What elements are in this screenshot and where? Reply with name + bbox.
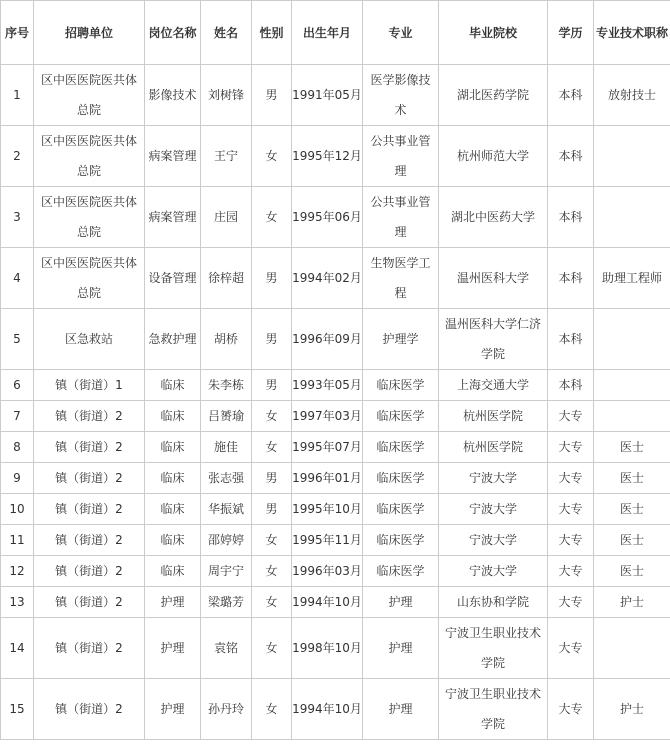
cell-name: 庄园 bbox=[201, 187, 252, 248]
cell-title: 护士 bbox=[594, 679, 670, 740]
cell-name: 刘树锋 bbox=[201, 65, 252, 126]
cell-gender: 女 bbox=[252, 587, 292, 618]
cell-title bbox=[594, 126, 670, 187]
cell-index: 8 bbox=[1, 432, 34, 463]
cell-employer: 区中医医院医共体总院 bbox=[34, 187, 145, 248]
cell-school: 杭州医学院 bbox=[439, 401, 548, 432]
cell-employer: 镇（街道）2 bbox=[34, 432, 145, 463]
cell-index: 7 bbox=[1, 401, 34, 432]
cell-position: 护理 bbox=[145, 587, 201, 618]
cell-employer: 区中医医院医共体总院 bbox=[34, 248, 145, 309]
cell-employer: 镇（街道）2 bbox=[34, 494, 145, 525]
cell-employer: 镇（街道）2 bbox=[34, 525, 145, 556]
cell-name: 张志强 bbox=[201, 463, 252, 494]
cell-employer: 区中医医院医共体总院 bbox=[34, 65, 145, 126]
cell-position: 临床 bbox=[145, 432, 201, 463]
cell-degree: 大专 bbox=[548, 463, 594, 494]
cell-birth: 1994年10月 bbox=[292, 679, 363, 740]
header-major: 专业 bbox=[363, 1, 439, 65]
table-row bbox=[1, 432, 670, 463]
cell-name: 吕赟瑜 bbox=[201, 401, 252, 432]
cell-degree: 大专 bbox=[548, 587, 594, 618]
cell-major: 生物医学工程 bbox=[363, 248, 439, 309]
cell-gender: 男 bbox=[252, 65, 292, 126]
cell-school: 温州医科大学仁济学院 bbox=[439, 309, 548, 370]
cell-major: 临床医学 bbox=[363, 463, 439, 494]
table-row bbox=[1, 126, 670, 187]
cell-title: 医士 bbox=[594, 463, 670, 494]
cell-degree: 本科 bbox=[548, 187, 594, 248]
header-index: 序号 bbox=[1, 1, 34, 65]
cell-index: 10 bbox=[1, 494, 34, 525]
cell-birth: 1996年01月 bbox=[292, 463, 363, 494]
cell-gender: 女 bbox=[252, 618, 292, 679]
cell-gender: 男 bbox=[252, 309, 292, 370]
cell-gender: 女 bbox=[252, 556, 292, 587]
cell-school: 宁波卫生职业技术学院 bbox=[439, 618, 548, 679]
cell-school: 湖北医药学院 bbox=[439, 65, 548, 126]
table-row bbox=[1, 587, 670, 618]
table-row bbox=[1, 679, 670, 740]
cell-index: 11 bbox=[1, 525, 34, 556]
cell-birth: 1997年03月 bbox=[292, 401, 363, 432]
cell-index: 1 bbox=[1, 65, 34, 126]
table-row bbox=[1, 187, 670, 248]
table-row bbox=[1, 463, 670, 494]
cell-title bbox=[594, 618, 670, 679]
header-name: 姓名 bbox=[201, 1, 252, 65]
cell-name: 梁璐芳 bbox=[201, 587, 252, 618]
cell-gender: 女 bbox=[252, 401, 292, 432]
cell-position: 设备管理 bbox=[145, 248, 201, 309]
cell-major: 临床医学 bbox=[363, 494, 439, 525]
cell-school: 宁波大学 bbox=[439, 556, 548, 587]
cell-employer: 镇（街道）2 bbox=[34, 401, 145, 432]
cell-position: 临床 bbox=[145, 463, 201, 494]
cell-degree: 本科 bbox=[548, 126, 594, 187]
cell-gender: 女 bbox=[252, 525, 292, 556]
cell-birth: 1994年02月 bbox=[292, 248, 363, 309]
cell-title: 医士 bbox=[594, 525, 670, 556]
cell-employer: 镇（街道）2 bbox=[34, 587, 145, 618]
cell-index: 13 bbox=[1, 587, 34, 618]
cell-name: 孙丹玲 bbox=[201, 679, 252, 740]
cell-degree: 大专 bbox=[548, 432, 594, 463]
cell-employer: 镇（街道）1 bbox=[34, 370, 145, 401]
cell-degree: 大专 bbox=[548, 556, 594, 587]
cell-school: 杭州医学院 bbox=[439, 432, 548, 463]
cell-birth: 1994年10月 bbox=[292, 587, 363, 618]
cell-employer: 镇（街道）2 bbox=[34, 618, 145, 679]
cell-major: 公共事业管理 bbox=[363, 187, 439, 248]
cell-major: 护理 bbox=[363, 618, 439, 679]
cell-birth: 1993年05月 bbox=[292, 370, 363, 401]
cell-title: 放射技士 bbox=[594, 65, 670, 126]
cell-index: 4 bbox=[1, 248, 34, 309]
cell-title bbox=[594, 309, 670, 370]
table-row bbox=[1, 309, 670, 370]
header-position: 岗位名称 bbox=[145, 1, 201, 65]
cell-degree: 大专 bbox=[548, 494, 594, 525]
cell-title: 医士 bbox=[594, 432, 670, 463]
cell-birth: 1996年03月 bbox=[292, 556, 363, 587]
cell-major: 临床医学 bbox=[363, 432, 439, 463]
cell-position: 临床 bbox=[145, 556, 201, 587]
cell-index: 2 bbox=[1, 126, 34, 187]
cell-name: 王宁 bbox=[201, 126, 252, 187]
cell-position: 临床 bbox=[145, 494, 201, 525]
cell-index: 14 bbox=[1, 618, 34, 679]
table-row bbox=[1, 556, 670, 587]
cell-index: 3 bbox=[1, 187, 34, 248]
cell-title bbox=[594, 401, 670, 432]
cell-position: 病案管理 bbox=[145, 187, 201, 248]
cell-birth: 1995年10月 bbox=[292, 494, 363, 525]
cell-employer: 镇（街道）2 bbox=[34, 556, 145, 587]
cell-gender: 女 bbox=[252, 126, 292, 187]
cell-position: 临床 bbox=[145, 401, 201, 432]
header-degree: 学历 bbox=[548, 1, 594, 65]
cell-major: 临床医学 bbox=[363, 525, 439, 556]
table-row bbox=[1, 525, 670, 556]
header-birth: 出生年月 bbox=[292, 1, 363, 65]
cell-employer: 镇（街道）2 bbox=[34, 679, 145, 740]
cell-birth: 1995年11月 bbox=[292, 525, 363, 556]
cell-gender: 女 bbox=[252, 187, 292, 248]
cell-position: 病案管理 bbox=[145, 126, 201, 187]
cell-position: 临床 bbox=[145, 370, 201, 401]
cell-position: 护理 bbox=[145, 618, 201, 679]
cell-name: 袁铭 bbox=[201, 618, 252, 679]
cell-index: 6 bbox=[1, 370, 34, 401]
cell-degree: 本科 bbox=[548, 309, 594, 370]
table-row bbox=[1, 248, 670, 309]
cell-school: 宁波大学 bbox=[439, 494, 548, 525]
cell-name: 胡桥 bbox=[201, 309, 252, 370]
cell-degree: 大专 bbox=[548, 618, 594, 679]
table-row bbox=[1, 401, 670, 432]
cell-major: 公共事业管理 bbox=[363, 126, 439, 187]
cell-position: 临床 bbox=[145, 525, 201, 556]
cell-major: 临床医学 bbox=[363, 556, 439, 587]
cell-birth: 1996年09月 bbox=[292, 309, 363, 370]
header-gender: 性别 bbox=[252, 1, 292, 65]
cell-school: 湖北中医药大学 bbox=[439, 187, 548, 248]
table-row bbox=[1, 370, 670, 401]
cell-gender: 男 bbox=[252, 248, 292, 309]
cell-birth: 1995年06月 bbox=[292, 187, 363, 248]
cell-school: 上海交通大学 bbox=[439, 370, 548, 401]
table-row bbox=[1, 65, 670, 126]
cell-position: 急救护理 bbox=[145, 309, 201, 370]
cell-gender: 男 bbox=[252, 494, 292, 525]
cell-name: 华振斌 bbox=[201, 494, 252, 525]
cell-degree: 本科 bbox=[548, 65, 594, 126]
cell-name: 朱李栋 bbox=[201, 370, 252, 401]
cell-index: 15 bbox=[1, 679, 34, 740]
cell-major: 临床医学 bbox=[363, 370, 439, 401]
cell-degree: 本科 bbox=[548, 370, 594, 401]
cell-major: 医学影像技术 bbox=[363, 65, 439, 126]
cell-school: 宁波大学 bbox=[439, 463, 548, 494]
cell-name: 施佳 bbox=[201, 432, 252, 463]
cell-gender: 男 bbox=[252, 370, 292, 401]
cell-employer: 区中医医院医共体总院 bbox=[34, 126, 145, 187]
cell-index: 12 bbox=[1, 556, 34, 587]
table-row bbox=[1, 494, 670, 525]
cell-position: 护理 bbox=[145, 679, 201, 740]
cell-birth: 1998年10月 bbox=[292, 618, 363, 679]
cell-index: 9 bbox=[1, 463, 34, 494]
cell-title bbox=[594, 370, 670, 401]
cell-major: 临床医学 bbox=[363, 401, 439, 432]
cell-birth: 1995年12月 bbox=[292, 126, 363, 187]
header-employer: 招聘单位 bbox=[34, 1, 145, 65]
cell-title bbox=[594, 187, 670, 248]
cell-degree: 大专 bbox=[548, 679, 594, 740]
cell-name: 邵婷婷 bbox=[201, 525, 252, 556]
cell-gender: 女 bbox=[252, 432, 292, 463]
cell-school: 山东协和学院 bbox=[439, 587, 548, 618]
header-title: 专业技术职称 bbox=[594, 1, 670, 65]
cell-school: 宁波大学 bbox=[439, 525, 548, 556]
cell-employer: 区急救站 bbox=[34, 309, 145, 370]
cell-degree: 大专 bbox=[548, 401, 594, 432]
cell-name: 周宇宁 bbox=[201, 556, 252, 587]
header-row bbox=[1, 1, 670, 65]
cell-major: 护理 bbox=[363, 587, 439, 618]
cell-birth: 1995年07月 bbox=[292, 432, 363, 463]
cell-title: 助理工程师 bbox=[594, 248, 670, 309]
header-school: 毕业院校 bbox=[439, 1, 548, 65]
cell-school: 宁波卫生职业技术学院 bbox=[439, 679, 548, 740]
cell-title: 医士 bbox=[594, 494, 670, 525]
cell-school: 杭州师范大学 bbox=[439, 126, 548, 187]
cell-gender: 男 bbox=[252, 463, 292, 494]
table-row bbox=[1, 618, 670, 679]
cell-degree: 大专 bbox=[548, 525, 594, 556]
cell-gender: 女 bbox=[252, 679, 292, 740]
cell-index: 5 bbox=[1, 309, 34, 370]
cell-major: 护理 bbox=[363, 679, 439, 740]
cell-title: 医士 bbox=[594, 556, 670, 587]
cell-birth: 1991年05月 bbox=[292, 65, 363, 126]
cell-title: 护士 bbox=[594, 587, 670, 618]
cell-school: 温州医科大学 bbox=[439, 248, 548, 309]
cell-position: 影像技术 bbox=[145, 65, 201, 126]
cell-employer: 镇（街道）2 bbox=[34, 463, 145, 494]
cell-degree: 本科 bbox=[548, 248, 594, 309]
cell-major: 护理学 bbox=[363, 309, 439, 370]
cell-name: 徐梓超 bbox=[201, 248, 252, 309]
